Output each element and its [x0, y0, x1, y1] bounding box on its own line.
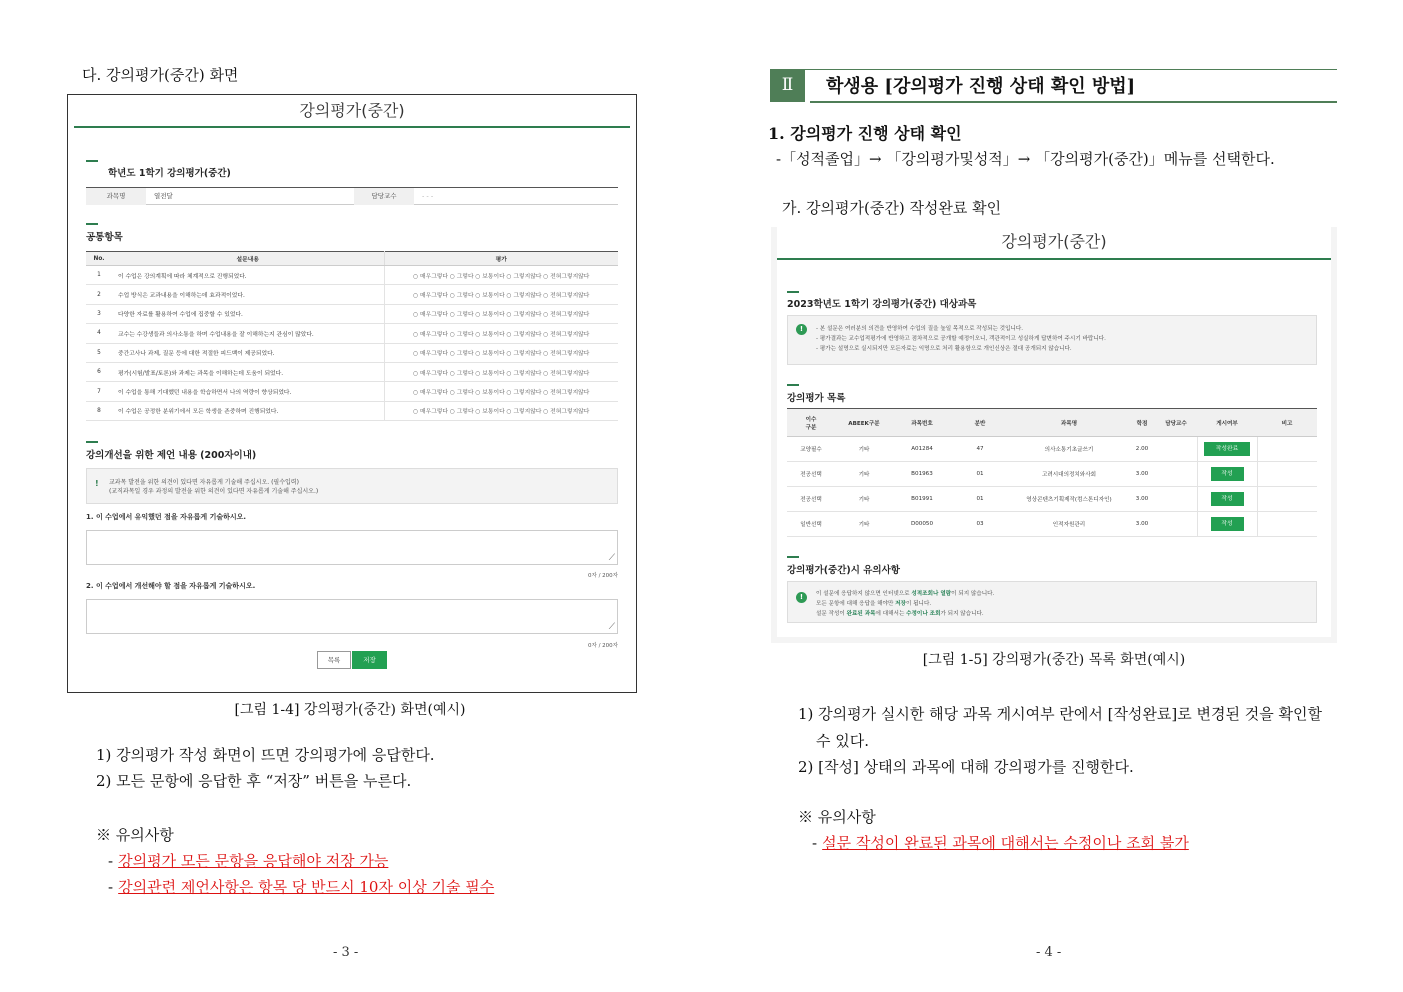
list-button[interactable]: 목록 [317, 651, 351, 669]
menu-path: -「성적졸업」→ 「강의평가및성적」→ 「강의평가(중간)」메뉴를 선택한다. [776, 150, 1275, 168]
question-text: 평가(시험/발표/토론)와 과제는 과목을 이해하는데 도움이 되었다. [112, 362, 384, 381]
bullet-dash: - [812, 834, 818, 852]
section-marker [787, 384, 799, 386]
answer-radio-group[interactable]: ○ 매우그렇다 ○ 그렇다 ○ 보통이다 ○ 그렇지않다 ○ 전혀그렇지않다 [384, 362, 618, 381]
question-text: 다양한 자료를 활용하여 수업에 집중할 수 있었다. [112, 304, 384, 323]
question-text: 수업 방식은 교과내용을 이해하는데 효과적이었다. [112, 285, 384, 304]
cell-prof [1155, 487, 1197, 512]
instruction-item-1: 1) 강의평가 작성 화면이 뜨면 강의평가에 응답한다. [96, 746, 435, 764]
notice-line: - 본 설문은 여러분의 의견을 반영하여 수업의 질을 높일 목적으로 작성되는 것입니다. [816, 326, 1024, 332]
q2-char-counter: 0자 / 200자 [588, 643, 618, 649]
cell-name: 영상콘텐츠기획제작(컴스톤디자인) [1009, 487, 1129, 512]
course-row [787, 437, 1317, 462]
column-header: 과목번호 [893, 409, 951, 437]
question-table [86, 251, 618, 421]
form-section-title: 학년도 1학기 강의평가(중간) [108, 168, 231, 179]
cell-type: 전공선택 [787, 487, 835, 512]
caution-line: 설문 작성이 완료된 과목에 대해서는 수정이나 조회가 되지 않습니다. [816, 611, 984, 617]
cell-code: A01284 [893, 437, 951, 462]
instruction-item-1-cont: 수 있다. [816, 732, 870, 750]
cell-section: 03 [951, 512, 1009, 537]
notice-box [787, 315, 1317, 365]
caution-text: 강의관련 제언사항은 항목 당 반드시 10자 이상 기술 필수 [118, 878, 495, 896]
notice-line: (교직과목일 경우 과정의 발전을 위한 의견이 있다면 자유롭게 기술해 주십시오.) [109, 488, 319, 495]
question-no: 8 [86, 401, 112, 420]
caution-title: ※ 유의사항 [96, 826, 174, 844]
question-no: 4 [86, 324, 112, 343]
professor-label: 담당교수 [354, 188, 414, 205]
cell-name: 의사소통기초글쓰기 [1009, 437, 1129, 462]
evaluation-form-screenshot [67, 94, 637, 693]
question-row [86, 401, 618, 420]
info-icon: ! [796, 592, 807, 603]
col-no: No. [86, 252, 112, 266]
caution-line: 이 설문에 응답하지 않으면 인터넷으로 성적조회나 열람이 되지 않습니다. [816, 591, 995, 597]
course-table [787, 408, 1317, 537]
cell-credit: 3.00 [1129, 512, 1155, 537]
section-heading: 다. 강의평가(중간) 화면 [82, 66, 239, 84]
cell-section: 01 [951, 487, 1009, 512]
divider [810, 101, 1337, 103]
bullet-dash: - [108, 878, 114, 896]
course-row [787, 512, 1317, 537]
answer-radio-group[interactable]: ○ 매우그렇다 ○ 그렇다 ○ 보통이다 ○ 그렇지않다 ○ 전혀그렇지않다 [384, 304, 618, 323]
question-row [86, 343, 618, 362]
q1-char-counter: 0자 / 200자 [588, 573, 618, 579]
cell-prof [1155, 462, 1197, 487]
q2-textarea[interactable] [86, 599, 618, 634]
question-text: 중간고사나 과제, 질문 등에 대한 적절한 피드백이 제공되었다. [112, 343, 384, 362]
question-no: 1 [86, 266, 112, 285]
caution-line: 모든 문항에 대해 응답을 해야만 저장이 됩니다. [816, 601, 932, 607]
cell-credit: 3.00 [1129, 462, 1155, 487]
cell-code: B01991 [893, 487, 951, 512]
section-marker [787, 556, 799, 558]
save-button[interactable]: 저장 [352, 651, 387, 669]
cell-abeek: 기타 [835, 512, 893, 537]
question-no: 7 [86, 382, 112, 401]
section-marker [86, 223, 98, 225]
section-marker [787, 291, 799, 293]
form-title: 강의평가(중간) [74, 95, 630, 128]
column-header: 학점 [1129, 409, 1155, 437]
common-items-title: 공통항목 [86, 232, 123, 243]
page-number: - 3 - [333, 945, 359, 960]
question-text: 이 수업은 강의계획에 따라 체계적으로 진행되었다. [112, 266, 384, 285]
write-button[interactable]: 작성 [1211, 467, 1244, 481]
cell-code: B01963 [893, 462, 951, 487]
answer-radio-group[interactable]: ○ 매우그렇다 ○ 그렇다 ○ 보통이다 ○ 그렇지않다 ○ 전혀그렇지않다 [384, 266, 618, 285]
subject-value: 열전달 [154, 192, 173, 200]
cell-credit: 2.00 [1129, 437, 1155, 462]
caution-text: 설문 작성이 완료된 과목에 대해서는 수정이나 조회 불가 [822, 834, 1189, 852]
cell-name: 고려시대의정치와사회 [1009, 462, 1129, 487]
cell-type: 전공선택 [787, 462, 835, 487]
cell-note [1257, 487, 1317, 512]
cell-code: D00050 [893, 512, 951, 537]
question-no: 6 [86, 362, 112, 381]
instruction-item-2: 2) [작성] 상태의 과목에 대해 강의평가를 진행한다. [798, 758, 1134, 776]
notice-line: 교과목 발전을 위한 의견이 있다면 자유롭게 기술해 주십시오. (필수입력) [109, 479, 299, 486]
caution-section-title: 강의평가(중간)시 유의사항 [787, 565, 900, 576]
notice-line: - 평가는 설명으로 실시되지만 모든자료는 익명으로 처리 활용함으로 개인신상은 절대 공개되지 않습니다. [816, 346, 1072, 352]
q2-label: 2. 이 수업에서 개선해야 할 점을 자유롭게 기술하시오. [86, 582, 256, 590]
col-eval: 평가 [384, 252, 618, 266]
list-title: 강의평가 목록 [787, 393, 846, 404]
column-header: 이수 구분 [787, 409, 835, 437]
caution-box [787, 581, 1317, 623]
question-no: 3 [86, 304, 112, 323]
chapter-title: 학생용 [강의평가 진행 상태 확인 방법] [826, 76, 1136, 97]
cell-note [1257, 512, 1317, 537]
cell-abeek: 기타 [835, 462, 893, 487]
caution-title: ※ 유의사항 [798, 808, 876, 826]
figure-caption: [그림 1-5] 강의평가(중간) 목록 화면(예시) [922, 652, 1186, 668]
question-row [86, 324, 618, 343]
caution-item [812, 832, 1189, 853]
column-header: ABEEK구분 [835, 409, 893, 437]
cell-prof [1155, 512, 1197, 537]
instruction-item-2: 2) 모든 문항에 응답한 후 “저장” 버튼을 누른다. [96, 772, 412, 790]
subject-info-row [86, 187, 618, 205]
answer-radio-group[interactable]: ○ 매우그렇다 ○ 그렇다 ○ 보통이다 ○ 그렇지않다 ○ 전혀그렇지않다 [384, 324, 618, 343]
question-no: 2 [86, 285, 112, 304]
caution-item [108, 876, 494, 897]
divider [770, 69, 1337, 70]
section-title: 1. 강의평가 진행 상태 확인 [768, 124, 962, 143]
column-header: 비고 [1257, 409, 1317, 437]
cell-abeek: 기타 [835, 487, 893, 512]
resize-handle-icon[interactable]: ⟋ [608, 553, 615, 563]
question-row [86, 285, 618, 304]
cell-section: 01 [951, 462, 1009, 487]
question-text: 이 수업을 통해 기대했던 내용을 학습하면서 나의 역량이 향상되었다. [112, 382, 384, 401]
write-button[interactable]: 작성 [1211, 517, 1244, 531]
section-marker [86, 160, 98, 162]
cell-prof [1155, 437, 1197, 462]
completed-status-button[interactable]: 작성완료 [1204, 442, 1250, 456]
cell-type: 교양필수 [787, 437, 835, 462]
column-header: 과목명 [1009, 409, 1129, 437]
figure-caption: [그림 1-4] 강의평가(중간) 화면(예시) [234, 702, 466, 718]
target-title: 2023학년도 1학기 강의평가(중간) 대상과목 [787, 299, 977, 310]
answer-radio-group[interactable]: ○ 매우그렇다 ○ 그렇다 ○ 보통이다 ○ 그렇지않다 ○ 전혀그렇지않다 [384, 285, 618, 304]
cell-type: 일반선택 [787, 512, 835, 537]
column-header: 담당교수 [1155, 409, 1197, 437]
info-icon: ! [796, 324, 807, 335]
question-text: 교수는 수강생들과 의사소통을 하며 수업내용을 잘 이해하는지 관심이 많았다. [112, 324, 384, 343]
cell-note [1257, 437, 1317, 462]
caution-item [108, 850, 388, 871]
chapter-number: Ⅱ [770, 69, 805, 102]
course-row [787, 462, 1317, 487]
evaluation-list-screenshot [771, 227, 1337, 643]
question-text: 이 수업은 공정한 분위기에서 모든 학생을 존중하며 진행되었다. [112, 401, 384, 420]
list-page-title: 강의평가(중간) [777, 227, 1331, 260]
cell-name: 인적자원관리 [1009, 512, 1129, 537]
answer-radio-group[interactable]: ○ 매우그렇다 ○ 그렇다 ○ 보통이다 ○ 그렇지않다 ○ 전혀그렇지않다 [384, 401, 618, 420]
cell-note [1257, 462, 1317, 487]
cell-section: 47 [951, 437, 1009, 462]
answer-radio-group[interactable]: ○ 매우그렇다 ○ 그렇다 ○ 보통이다 ○ 그렇지않다 ○ 전혀그렇지않다 [384, 343, 618, 362]
bullet-dash: - [108, 852, 114, 870]
question-row [86, 304, 618, 323]
question-no: 5 [86, 343, 112, 362]
notice-line: - 평가결과는 교수업적평가에 반영하고 점차적으로 공개할 예정이오니, 객관적이고 성실하게 답변하여 주시기 바랍니다. [816, 336, 1106, 342]
q1-label: 1. 이 수업에서 유익했던 점을 자유롭게 기술하시오. [86, 513, 247, 521]
course-row [787, 487, 1317, 512]
suggest-title: 강의개선을 위한 제언 내용 (200자이내) [86, 450, 257, 461]
write-button[interactable]: 작성 [1211, 492, 1244, 506]
cell-abeek: 기타 [835, 437, 893, 462]
sub-heading: 가. 강의평가(중간) 작성완료 확인 [782, 199, 1002, 217]
instruction-item-1: 1) 강의평가 실시한 해당 과목 게시여부 란에서 [작성완료]로 변경된 것을 확인할 [798, 705, 1322, 723]
page-number: - 4 - [1036, 945, 1062, 960]
info-icon: ! [95, 479, 99, 488]
col-question: 설문내용 [112, 252, 384, 266]
column-header: 분반 [951, 409, 1009, 437]
question-row [86, 362, 618, 381]
section-marker [86, 441, 98, 443]
subject-label: 과목명 [86, 188, 146, 205]
question-row [86, 382, 618, 401]
suggest-notice [86, 468, 618, 504]
cell-credit: 3.00 [1129, 487, 1155, 512]
q1-textarea[interactable] [86, 530, 618, 565]
answer-radio-group[interactable]: ○ 매우그렇다 ○ 그렇다 ○ 보통이다 ○ 그렇지않다 ○ 전혀그렇지않다 [384, 382, 618, 401]
caution-text: 강의평가 모든 문항을 응답해야 저장 가능 [118, 852, 389, 870]
resize-handle-icon[interactable]: ⟋ [608, 622, 615, 632]
professor-value: - - - [422, 192, 434, 200]
column-header: 게시여부 [1197, 409, 1257, 437]
question-row [86, 266, 618, 285]
